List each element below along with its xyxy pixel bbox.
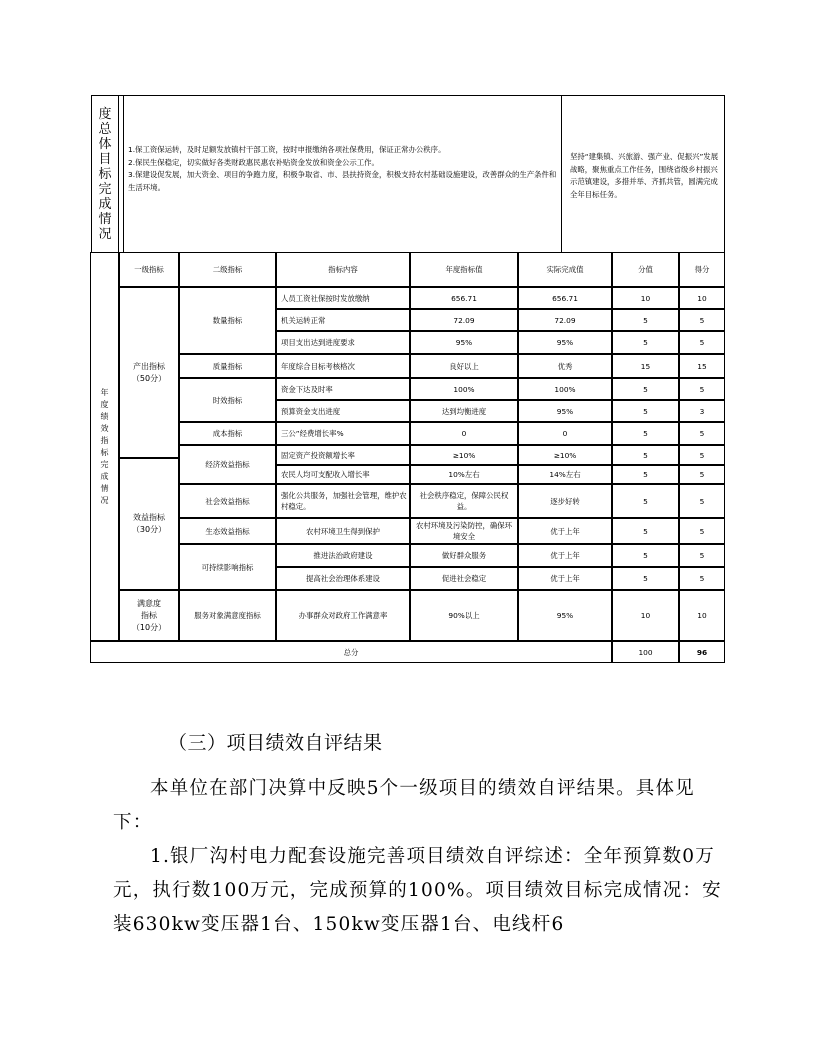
row-content: 强化公共服务，加强社会管理，维护农村稳定。 — [276, 484, 410, 518]
row-content: 办事群众对政府工作满意率 — [276, 590, 410, 641]
row-content: 人员工资社保按时发放缴纳 — [276, 287, 410, 309]
total-score: 100 — [612, 641, 679, 663]
row-score: 5 — [612, 465, 679, 484]
side-char: 成 — [100, 471, 109, 481]
goals-cell — [119, 96, 562, 252]
row-got: 3 — [679, 400, 725, 422]
side-char: 况 — [98, 226, 112, 242]
row-got: 5 — [679, 445, 725, 465]
row-actual: 优秀 — [518, 354, 612, 378]
row-target: 社会秩序稳定，保障公民权益。 — [410, 484, 518, 518]
row-target: ≥10% — [410, 445, 518, 465]
level1-satisfaction-points: （10分） — [131, 622, 167, 632]
row-got: 15 — [679, 354, 725, 378]
total-label: 总分 — [90, 641, 612, 663]
row-got: 5 — [679, 465, 725, 484]
row-score: 10 — [612, 590, 679, 641]
header-actual: 实际完成值 — [518, 252, 612, 287]
level1-benefit — [119, 458, 179, 590]
row-content: 机关运转正常 — [276, 309, 410, 331]
performance-indicator-table — [91, 253, 726, 664]
level2-economic: 经济效益指标 — [179, 445, 276, 484]
row-got: 5 — [679, 331, 725, 354]
level1-satisfaction-name: 指标 — [141, 610, 157, 620]
achievement-cell — [562, 96, 726, 252]
row-got: 10 — [679, 287, 725, 309]
side-char: 标 — [100, 447, 109, 457]
row-target: 72.09 — [410, 309, 518, 331]
row-content: 资金下达及时率 — [276, 378, 410, 400]
side-char: 况 — [100, 495, 109, 505]
level2-cost: 成本指标 — [179, 422, 276, 445]
row-target: 10%左右 — [410, 465, 518, 484]
row-score: 5 — [612, 378, 679, 400]
section-heading: （三）项目绩效自评结果 — [168, 732, 383, 754]
level2-service: 服务对象满意度指标 — [179, 590, 276, 641]
row-content: 提高社会治理体系建设 — [276, 567, 410, 590]
level1-output-points: （50分） — [131, 373, 167, 383]
row-score: 5 — [612, 331, 679, 354]
level2-ecological: 生态效益指标 — [179, 518, 276, 544]
row-actual: 100% — [518, 378, 612, 400]
header-level2: 二级指标 — [179, 252, 276, 287]
side-char: 绩 — [100, 411, 109, 421]
header-got: 得分 — [679, 252, 725, 287]
row-content: 农村环境卫生得到保护 — [276, 518, 410, 544]
paragraph-summary: 本单位在部门决算中反映5个一级项目的绩效自评结果。具体见下： — [113, 778, 695, 833]
row-got: 5 — [679, 544, 725, 567]
row-got: 5 — [679, 518, 725, 544]
row-got: 5 — [679, 422, 725, 445]
row-got: 5 — [679, 309, 725, 331]
side-char: 目 — [98, 151, 112, 167]
row-score: 5 — [612, 309, 679, 331]
row-content: 预算资金支出进度 — [276, 400, 410, 422]
row-actual: 656.71 — [518, 287, 612, 309]
row-target: 做好群众服务 — [410, 544, 518, 567]
header-content: 指标内容 — [276, 252, 410, 287]
row-score: 10 — [612, 287, 679, 309]
row-actual: 优于上年 — [518, 544, 612, 567]
level1-output — [119, 287, 179, 458]
row-content: 年度综合目标考核格次 — [276, 354, 410, 378]
row-target: 农村环境及污染防控，确保环境安全 — [410, 518, 518, 544]
goal-item-1: 1.保工资保运转，及时足额发放镇村干部工资，按时申报缴纳各项社保费用，保证正常办公秩序。 — [128, 145, 446, 154]
side-char: 度 — [98, 106, 112, 122]
level2-social: 社会效益指标 — [179, 484, 276, 518]
row-target: 达到均衡进度 — [410, 400, 518, 422]
row-target: 656.71 — [410, 287, 518, 309]
row-got: 5 — [679, 484, 725, 518]
row-got: 5 — [679, 378, 725, 400]
row-actual: 72.09 — [518, 309, 612, 331]
side-char: 体 — [98, 136, 112, 152]
annual-goal-block — [91, 95, 725, 253]
side-char: 年 — [100, 387, 109, 397]
side-char: 情 — [98, 211, 112, 227]
side-char: 度 — [100, 399, 109, 409]
row-content: 项目支出达到进度要求 — [276, 331, 410, 354]
row-score: 5 — [612, 422, 679, 445]
paragraph-project-1: 1.银厂沟村电力配套设施完善项目绩效自评综述：全年预算数0万元，执行数100万元，完成预算的100%。项目绩效目标完成情况：安装630kw变压器1台、150kw变压器1台、电线杆6 — [113, 846, 722, 935]
row-actual: 0 — [518, 422, 612, 445]
side-char: 完 — [100, 459, 109, 469]
row-score: 5 — [612, 518, 679, 544]
header-target: 年度指标值 — [410, 252, 518, 287]
header-level1: 一级指标 — [119, 252, 179, 287]
row-actual: 95% — [518, 400, 612, 422]
row-score: 5 — [612, 445, 679, 465]
side-char: 成 — [98, 196, 112, 212]
goal-item-3: 3.保建设促发展，加大资金、项目的争跑力度，积极争取省、市、县扶持资金，积极支持农村基础设施建设，改善群众的生产条件和生活环境。 — [128, 170, 557, 192]
row-actual: 14%左右 — [518, 465, 612, 484]
level2-quantity: 数量指标 — [179, 287, 276, 354]
row-score: 5 — [612, 484, 679, 518]
level1-benefit-name: 效益指标 — [133, 513, 165, 522]
side-char: 标 — [98, 166, 112, 182]
row-target: 90%以上 — [410, 590, 518, 641]
row-score: 5 — [612, 567, 679, 590]
row-got: 5 — [679, 567, 725, 590]
level2-timeliness: 时效指标 — [179, 378, 276, 422]
table-side-label — [90, 252, 119, 641]
side-char: 指 — [100, 435, 109, 445]
row-actual: 95% — [518, 590, 612, 641]
level1-satisfaction — [119, 590, 179, 641]
row-actual: 95% — [518, 331, 612, 354]
level1-satisfaction-name: 满意度 — [137, 598, 161, 608]
goal-item-2: 2.保民生保稳定，切实做好各类财政惠民惠农补贴资金发放和资金公示工作。 — [128, 157, 379, 167]
row-actual: 逐步好转 — [518, 484, 612, 518]
row-target: 0 — [410, 422, 518, 445]
row-actual: ≥10% — [518, 445, 612, 465]
row-target: 95% — [410, 331, 518, 354]
row-score: 5 — [612, 544, 679, 567]
row-content: 推进法治政府建设 — [276, 544, 410, 567]
level1-output-name: 产出指标 — [133, 361, 165, 371]
level2-quality: 质量指标 — [179, 354, 276, 378]
side-char: 完 — [98, 181, 112, 197]
row-content: 农民人均可支配收入增长率 — [276, 465, 410, 484]
row-got: 10 — [679, 590, 725, 641]
row-target: 良好以上 — [410, 354, 518, 378]
goal-side-label — [92, 96, 119, 252]
row-actual: 优于上年 — [518, 567, 612, 590]
row-content: 固定资产投资额增长率 — [276, 445, 410, 465]
row-target: 100% — [410, 378, 518, 400]
row-target: 促进社会稳定 — [410, 567, 518, 590]
achievement-text: 坚持“建集镇、兴旅游、强产业、促振兴”发展战略，聚焦重点工作任务，围绕省级乡村振兴示范镇建设，多措并举、齐抓共管，圆满完成全年目标任务。 — [570, 152, 719, 199]
header-score: 分值 — [612, 252, 679, 287]
level2-sustainable: 可持续影响指标 — [179, 544, 276, 590]
row-score: 5 — [612, 400, 679, 422]
row-score: 15 — [612, 354, 679, 378]
side-char: 效 — [100, 423, 109, 433]
side-char: 总 — [98, 121, 112, 137]
row-content: 三公”经费增长率% — [276, 422, 410, 445]
side-char: 情 — [100, 483, 109, 493]
total-got: 96 — [679, 641, 725, 663]
row-actual: 优于上年 — [518, 518, 612, 544]
level1-benefit-points: （30分） — [131, 525, 167, 534]
